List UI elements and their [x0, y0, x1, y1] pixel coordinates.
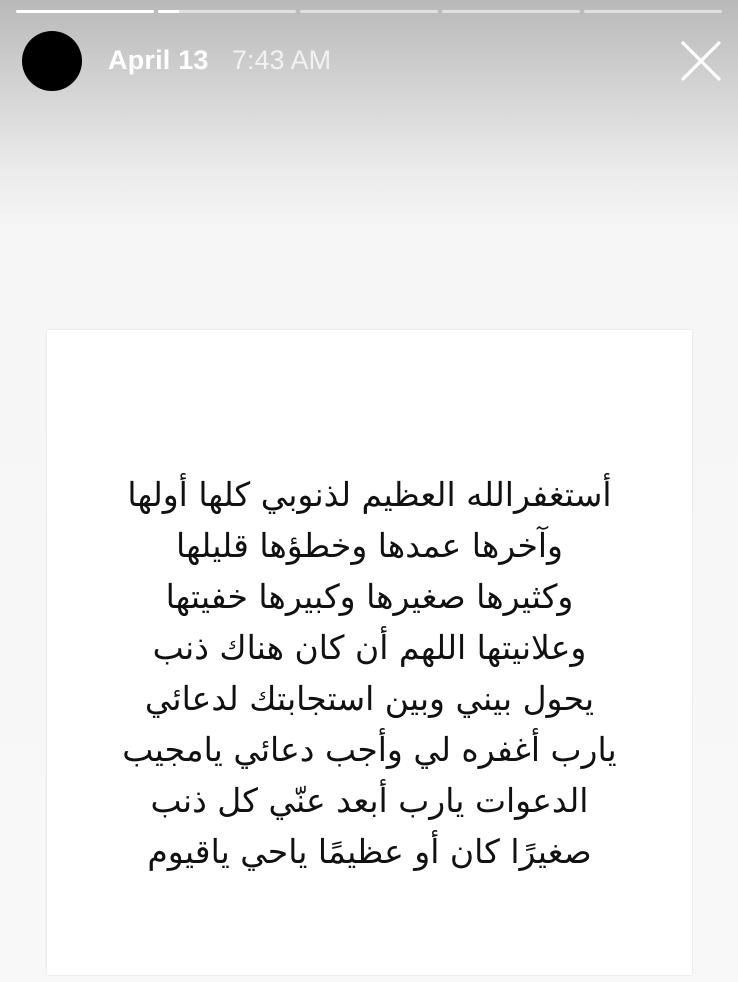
prayer-line: صغيرًا كان أو عظيمًا ياحي ياقيوم — [147, 832, 592, 871]
progress-segment — [300, 10, 438, 13]
prayer-line: وآخرها عمدها وخطؤها قليلها — [176, 526, 563, 565]
prayer-line: الدعوات يارب أبعد عنّي كل ذنب — [150, 781, 589, 820]
story-progress-bar — [16, 10, 722, 14]
prayer-line: وكثيرها صغيرها وكبيرها خفيتها — [165, 577, 574, 616]
story-header — [0, 24, 738, 98]
progress-segment — [16, 10, 154, 13]
close-icon — [678, 38, 724, 84]
prayer-text — [47, 469, 692, 877]
progress-segment — [584, 10, 722, 13]
progress-segment — [158, 10, 296, 13]
prayer-line: يحول بيني وبين استجابتك لدعائي — [144, 679, 595, 718]
progress-segment-fill — [16, 10, 154, 13]
story-date: April 13 — [108, 45, 209, 75]
prayer-line: وعلانيتها اللهم أن كان هناك ذنب — [152, 628, 587, 667]
prayer-line: أستغفرالله العظيم لذنوبي كلها أولها — [127, 475, 612, 514]
story-image-card — [47, 330, 692, 975]
progress-segment — [442, 10, 580, 13]
progress-segment-fill — [158, 10, 179, 13]
close-button[interactable] — [678, 38, 724, 84]
profile-avatar[interactable] — [22, 31, 82, 91]
story-time: 7:43 AM — [232, 45, 332, 75]
prayer-line: يارب أغفره لي وأجب دعائي يامجيب — [122, 730, 617, 769]
